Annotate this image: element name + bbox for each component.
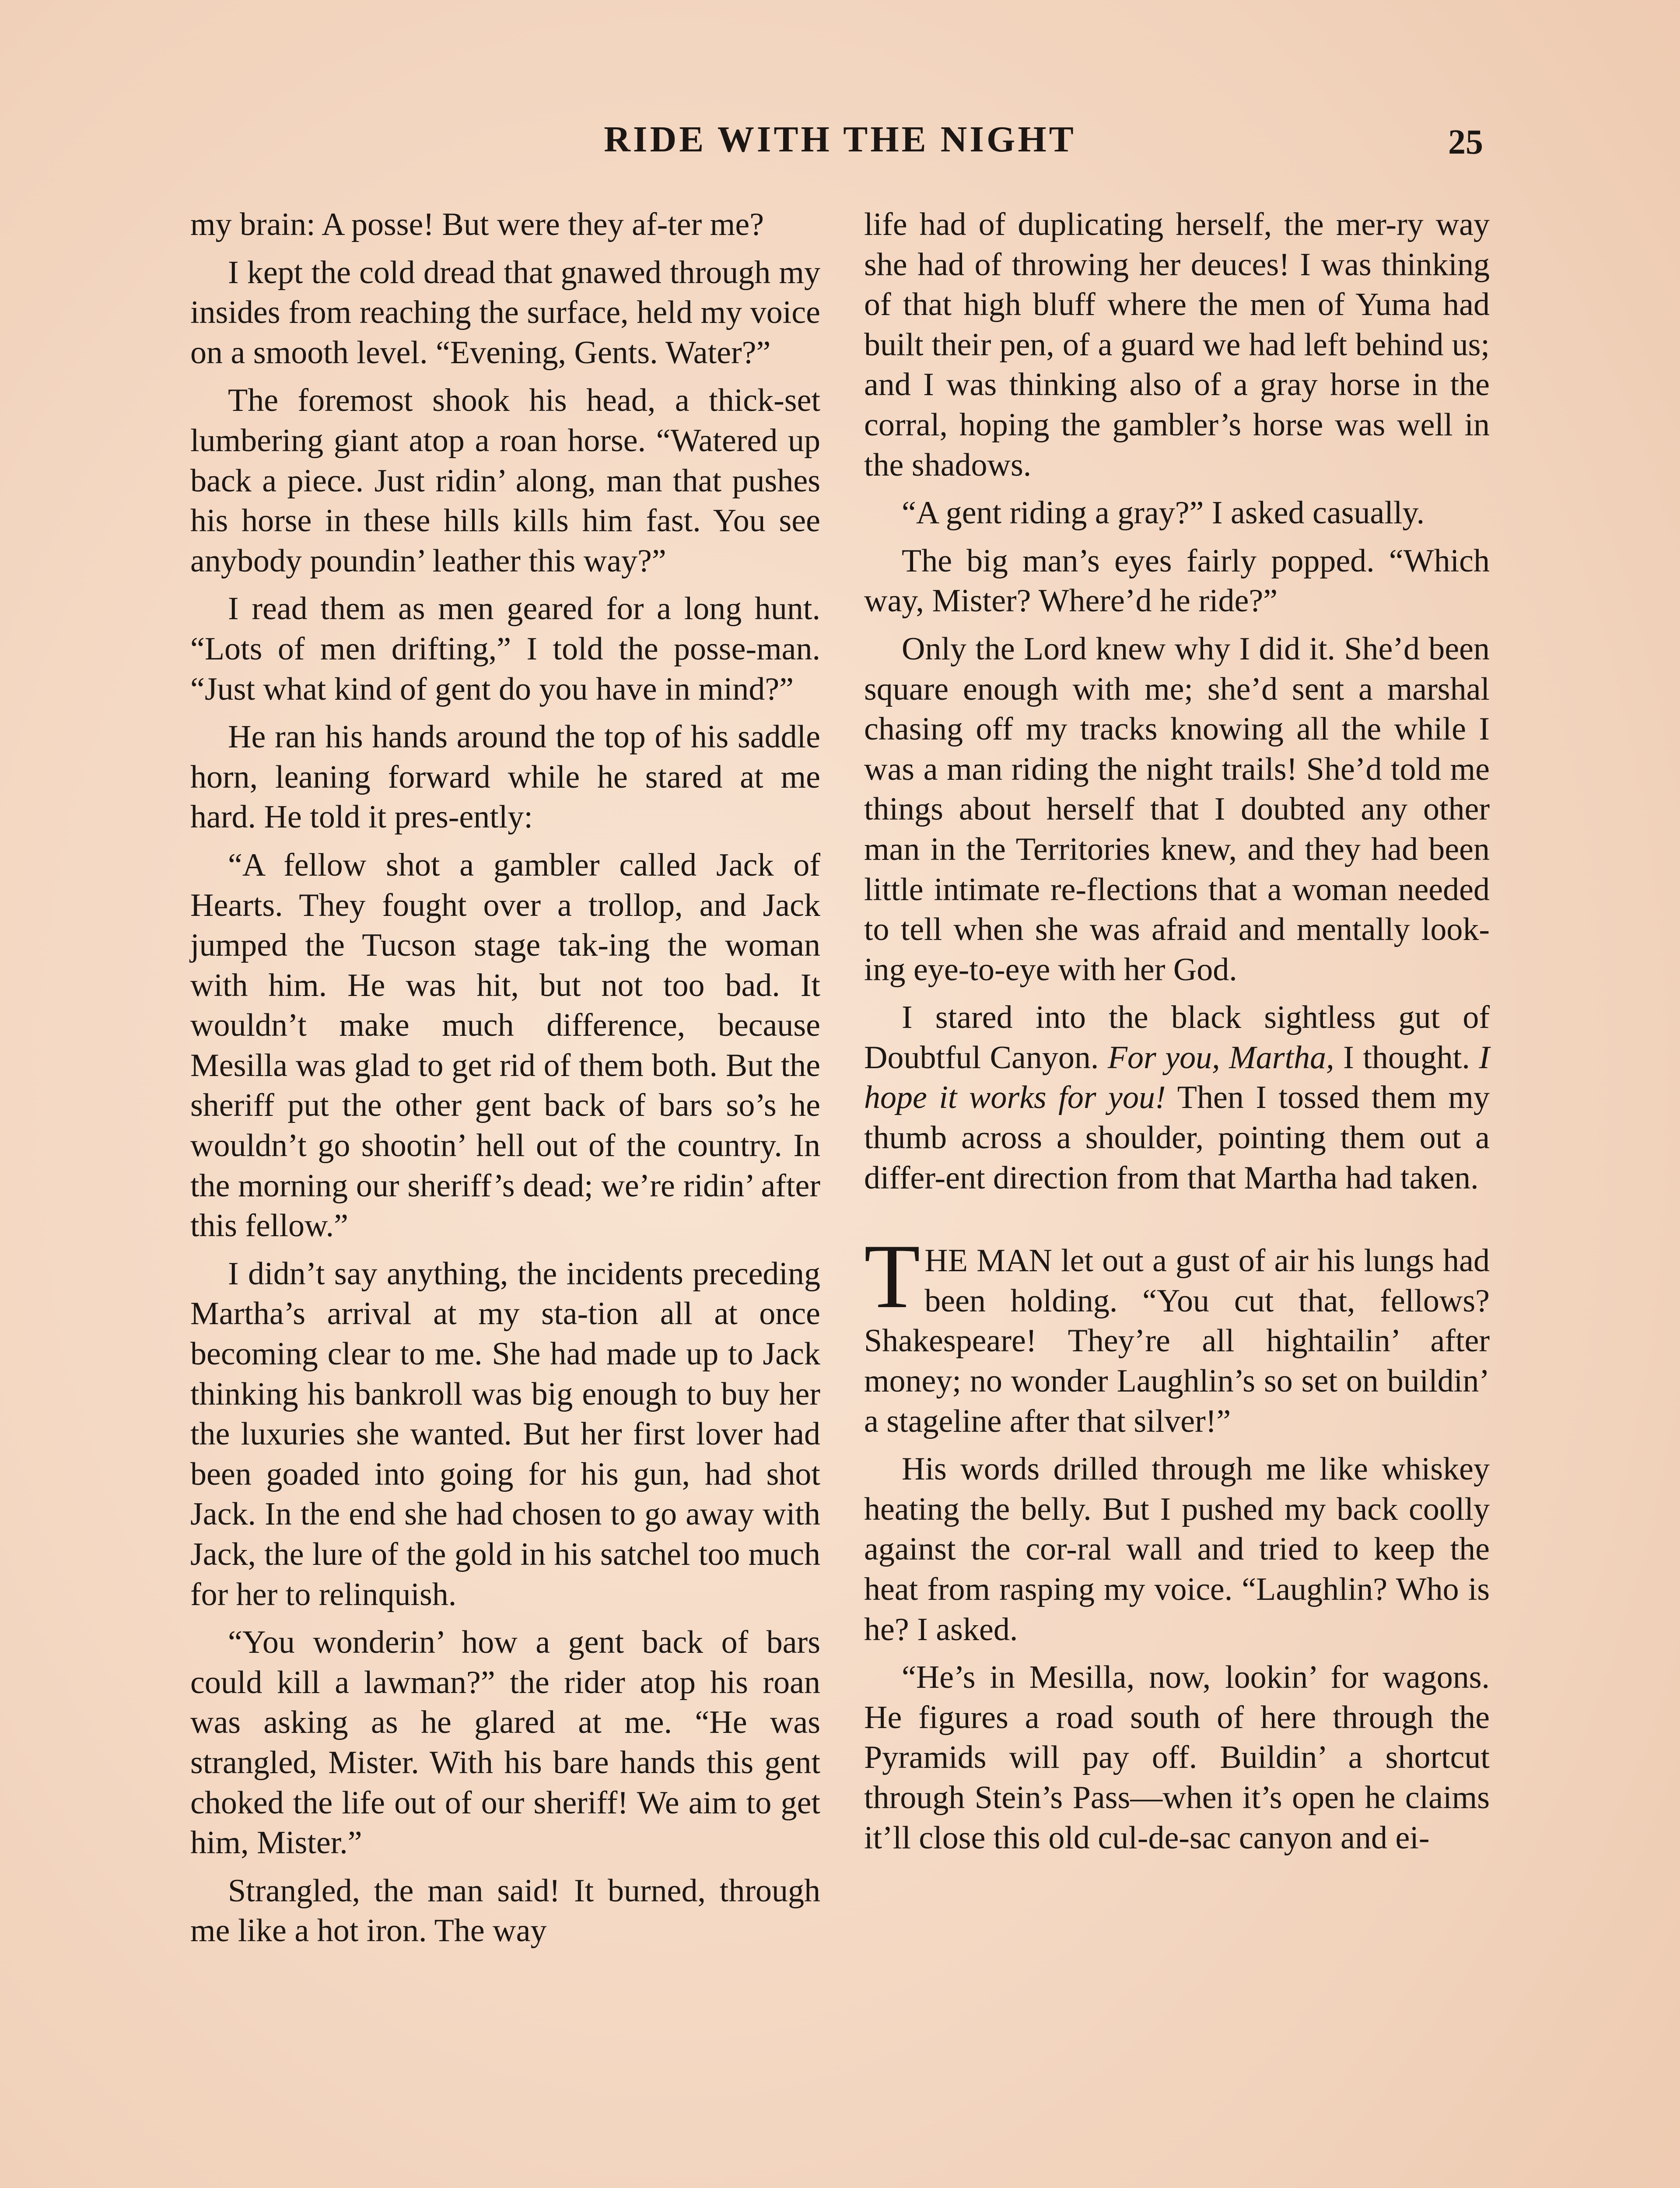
paragraph: “You wonderin’ how a gent back of bars could kill a lawman?” the rider atop his roan was asking as he glared at me. “He was strangled, Mister. With his bare hands this gent choked the life out of our sheriff! We aim to get him, Mister.” [190, 1624, 820, 1861]
section-break [864, 1206, 1490, 1241]
paragraph: The foremost shook his head, a thick-set lumbering giant atop a roan horse. “Watered up back a piece. Just ridin’ along, man that pushes his horse in these hills kills him fast. You see anybody poundin’ leather this way?” [190, 382, 820, 579]
running-title: RIDE WITH THE NIGHT [604, 119, 1076, 160]
text-run: HE MAN let out a gust of air his lungs had been holding. “You cut that, fellows? Shakespeare! They’re all hightailin’ after money; no wonder Laughlin’s so set on buildin’ a stageline after that silver!” [864, 1243, 1490, 1439]
paragraph: my brain: A posse! But were they af-ter me? [190, 207, 764, 242]
paragraph: The big man’s eyes fairly popped. “Which way, Mister? Where’d he ride?” [864, 543, 1490, 619]
italic-text: I hope it works for you! [864, 1039, 1490, 1116]
drop-cap: T [864, 1226, 920, 1328]
paragraph: “A gent riding a gray?” I asked casually. [902, 495, 1425, 531]
text-run: I stared into the black sightless gut of Doubtful Canyon. [864, 999, 1490, 1076]
text-run: I thought. [1334, 1039, 1479, 1076]
right-text-column [864, 205, 1490, 1866]
left-text-column [190, 205, 820, 1959]
paragraph: “He’s in Mesilla, now, lookin’ for wagons. He figures a road south of here through the Pyramids will pay off. Buildin’ a shortcut through Stein’s Pass—when it’s open he claims it’ll close this old cul-de-sac canyon and ei- [864, 1659, 1490, 1856]
paragraph: I didn’t say anything, the incidents preceding Martha’s arrival at my sta-tion all at once becoming clear to me. She had made up to Jack thinking his bankroll was big enough to buy her the luxuries she wanted. But her first lover had been goaded into going for his gun, had shot Jack. In the end she had chosen to go away with Jack, the lure of the gold in his satchel too much for her to relinquish. [190, 1255, 820, 1613]
paragraph: I kept the cold dread that gnawed through my insides from reaching the surface, held my voice on a smooth level. “Evening, Gents. Water?” [190, 254, 820, 371]
paragraph-with-italics [864, 998, 1490, 1198]
paragraph: Strangled, the man said! It burned, through me like a hot iron. The way [190, 1872, 820, 1949]
section-opening-paragraph [864, 1226, 1490, 1441]
paragraph: His words drilled through me like whiskey heating the belly. But I pushed my back coolly against the cor-ral wall and tried to keep the heat from rasping my voice. “Laughlin? Who is he? I asked. [864, 1451, 1490, 1648]
page-number: 25 [1448, 123, 1483, 161]
paragraph: He ran his hands around the top of his saddle horn, leaning forward while he stared at me hard. He told it pres-ently: [190, 719, 820, 835]
paragraph: Only the Lord knew why I did it. She’d been square enough with me; she’d sent a marshal chasing off my tracks knowing all the while I was a man riding the night trails! She’d told me things about herself that I doubted any other man in the Territories knew, and they had been little intimate re-flections that a woman needed to tell when she was afraid and mentally look-ing eye-to-eye with her God. [864, 631, 1490, 988]
text-run: Then I tossed them my thumb across a shoulder, pointing them out a differ-ent direction from that Martha had taken. [864, 1080, 1490, 1196]
paragraph: “A fellow shot a gambler called Jack of Hearts. They fought over a trollop, and Jack jumped the Tucson stage tak-ing the woman with him. He was hit, but not too bad. It wouldn’t make much difference, because Mesilla was glad to get rid of them both. But the sheriff put the other gent back of bars so’s he wouldn’t go shootin’ hell out of the country. In the morning our sheriff’s dead; we’re ridin’ after this fellow.” [190, 847, 820, 1244]
paragraph: I read them as men geared for a long hunt. “Lots of men drifting,” I told the posse-man. “Just what kind of gent do you have in mind?” [190, 591, 820, 707]
italic-text: For you, Martha, [1107, 1039, 1334, 1076]
paragraph: life had of duplicating herself, the mer-ry way she had of throwing her deuces! I was thinking of that high bluff where the men of Yuma had built their pen, of a guard we had left behind us; and I was thinking also of a gray horse in the corral, hoping the gambler’s horse was well in the shadows. [864, 207, 1490, 483]
